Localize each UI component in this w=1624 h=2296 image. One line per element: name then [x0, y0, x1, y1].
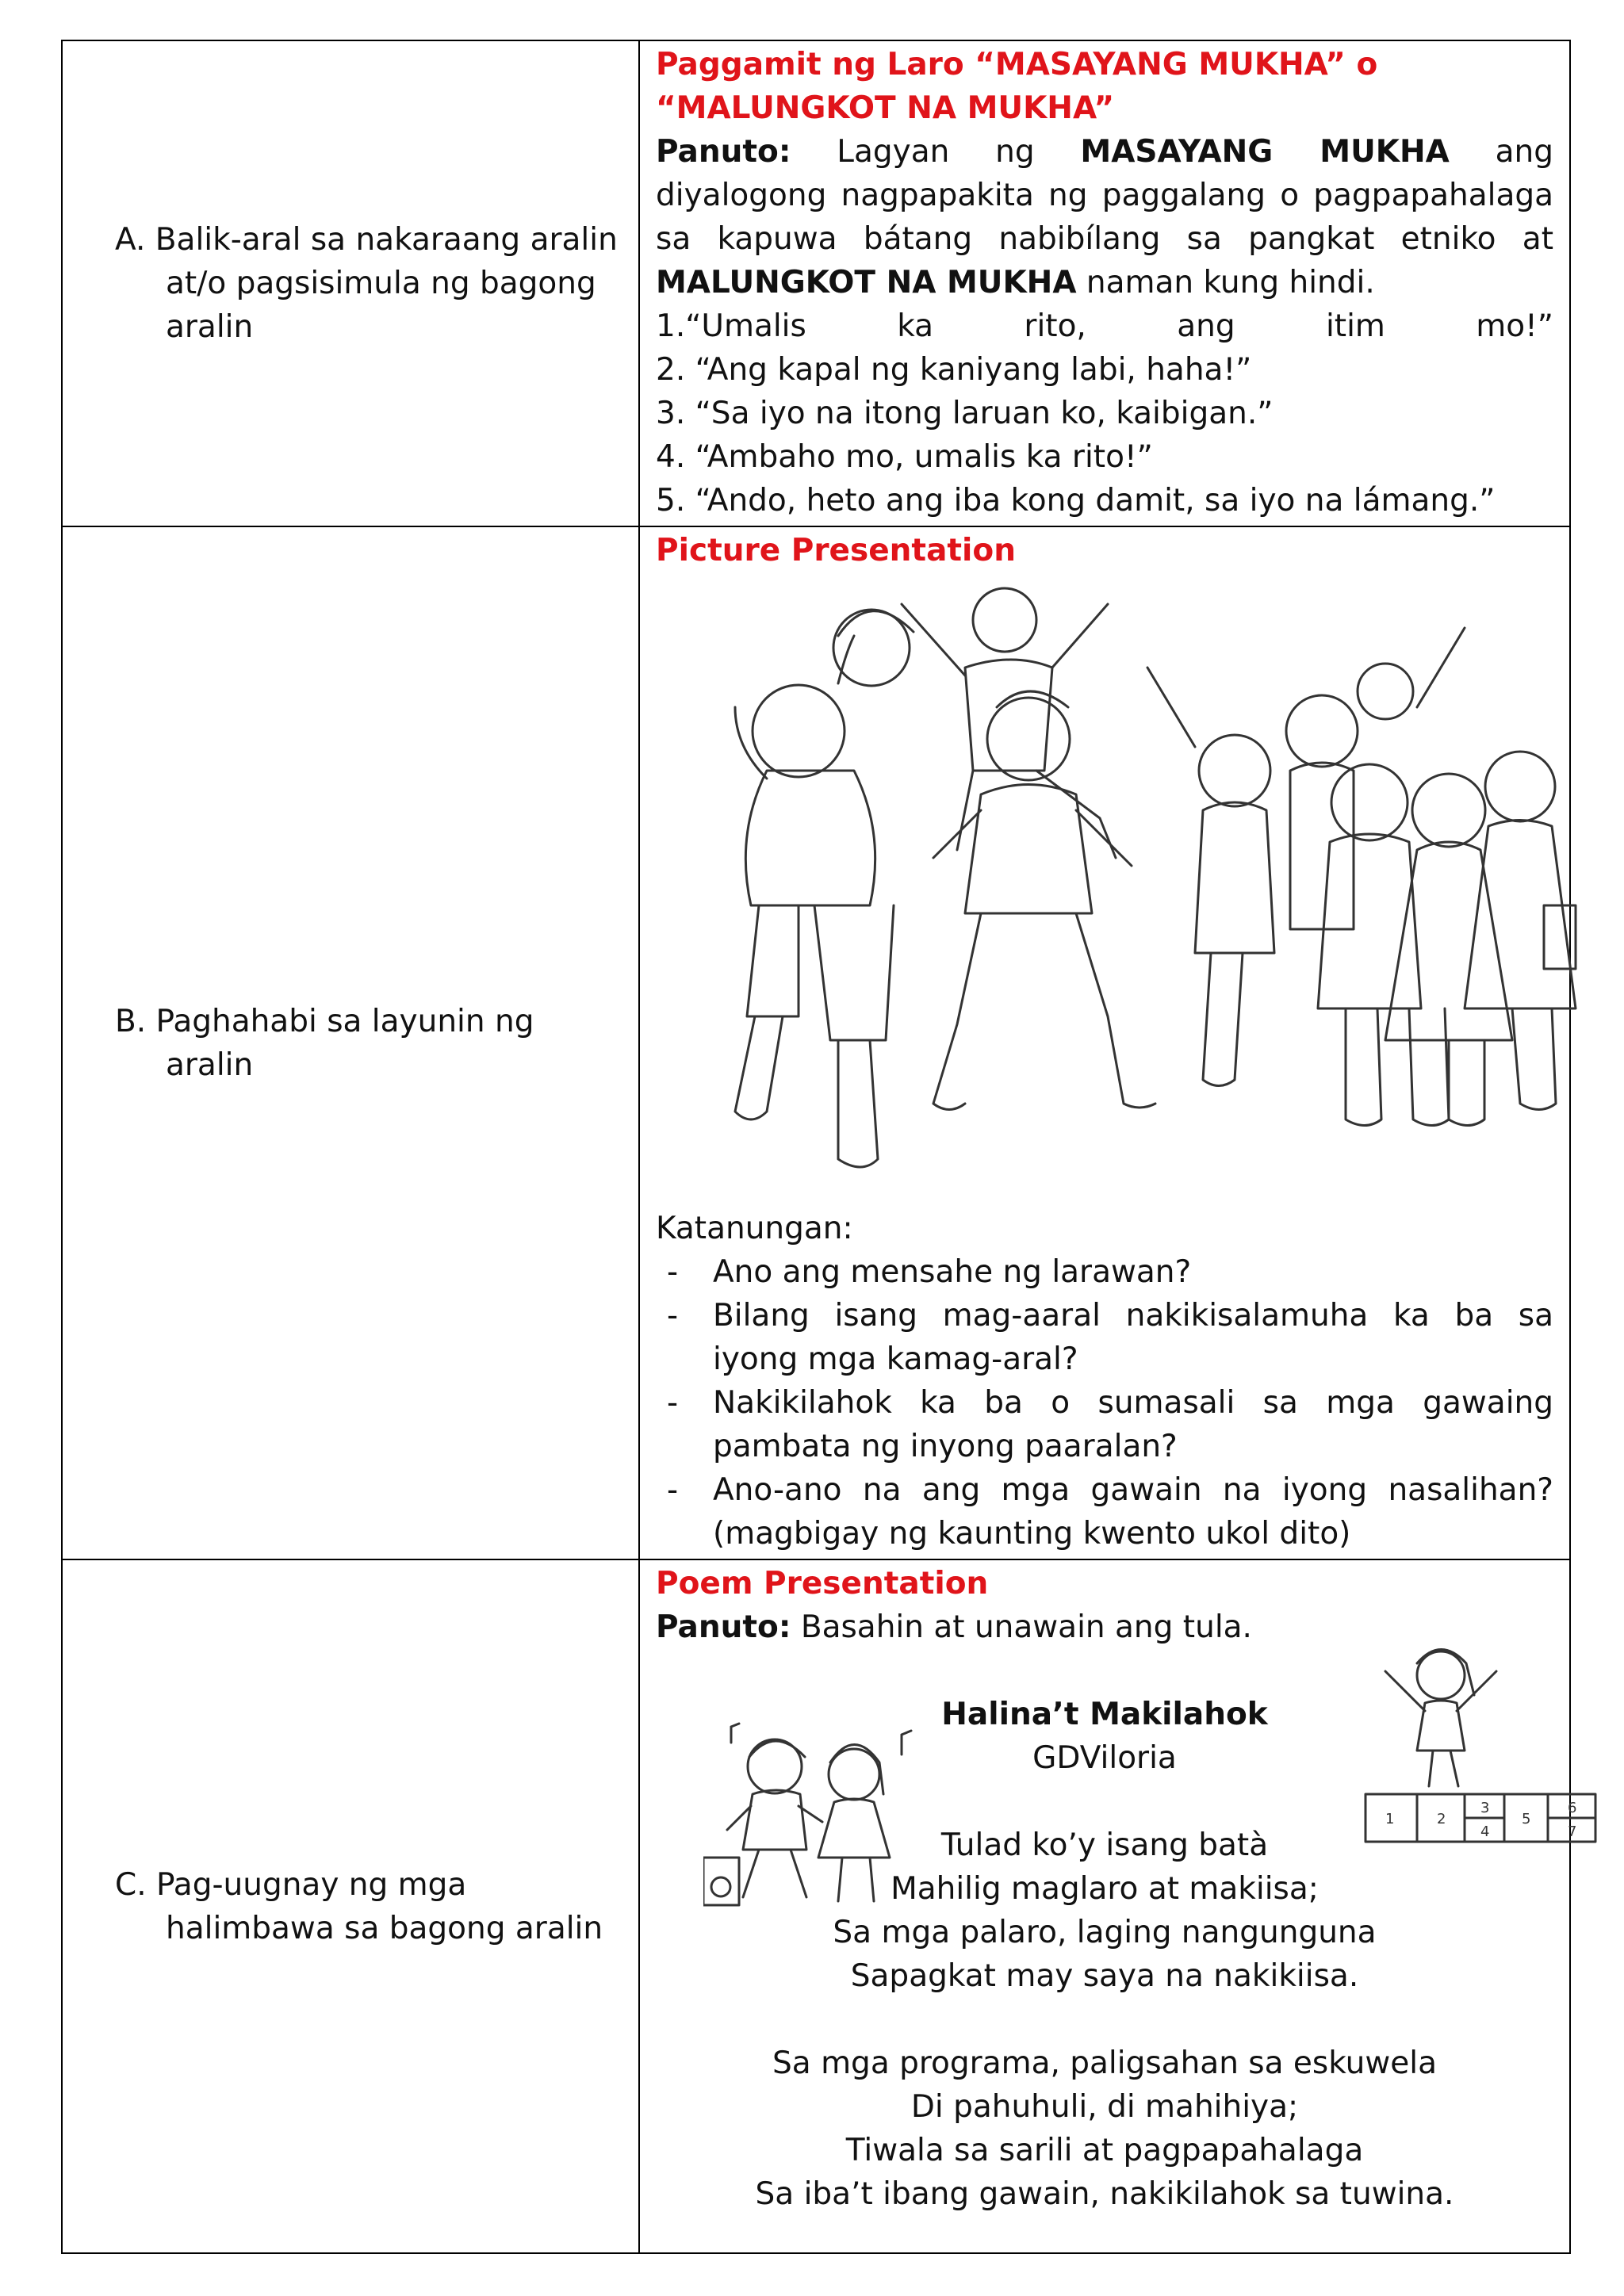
poem-line: Sa iba’t ibang gawain, nakikilahok sa tuwina. — [755, 2176, 1454, 2212]
row-c-heading: Poem Presentation — [656, 1566, 989, 1601]
dialogue-item-3: 3. “Sa iyo na itong laruan ko, kaibigan.” — [656, 396, 1274, 431]
panuto-text-1: Lagyan ng — [837, 134, 1035, 170]
poem-author: GDViloria — [1032, 1740, 1177, 1776]
poem-line: Di pahuhuli, di mahihiya; — [910, 2089, 1299, 2125]
hopscotch-number: 5 — [1522, 1811, 1531, 1827]
row-c-content-cell — [639, 1559, 1577, 2253]
dancing-kids-illustration — [703, 1719, 933, 1909]
item1-word: ka — [897, 308, 934, 344]
poem-title: Halina’t Makilahok — [941, 1697, 1268, 1732]
row-a-instructions — [656, 130, 1553, 304]
panuto-bold-2: MALUNGKOT NA MUKHA — [656, 265, 1077, 300]
hopscotch-number: 2 — [1437, 1811, 1446, 1827]
item1-word: ang — [1177, 308, 1235, 344]
row-b-label-cell — [62, 526, 639, 1559]
row-a-content-cell — [639, 40, 1570, 526]
children-playing-illustration — [656, 572, 1553, 1207]
question-item — [656, 1381, 1553, 1468]
row-b-heading: Picture Presentation — [656, 533, 1016, 568]
dialogue-item-5: 5. “Ando, heto ang iba kong damit, sa iyo na lámang.” — [656, 483, 1496, 519]
row-c-label-cell — [62, 1559, 639, 2253]
panuto-label: Panuto: — [656, 1609, 791, 1645]
panuto-text-3: naman kung hindi. — [1086, 265, 1375, 300]
panuto-bold-1: MASAYANG MUKHA — [1080, 134, 1450, 170]
row-a — [62, 40, 1570, 526]
question-text: Ano ang mensahe ng larawan? — [713, 1254, 1192, 1290]
row-b-content-cell — [639, 526, 1570, 1559]
row-a-heading: Paggamit ng Laro “MASAYANG MUKHA” o “MALUNGKOT NA MUKHA” — [656, 47, 1378, 126]
hopscotch-number: 4 — [1480, 1823, 1490, 1840]
hopscotch-number: 6 — [1568, 1800, 1577, 1816]
panuto-text: Basahin at unawain ang tula. — [800, 1609, 1252, 1645]
bullet-dash: - — [667, 1254, 679, 1290]
question-item — [656, 1294, 1553, 1381]
question-item — [656, 1250, 1553, 1294]
poem-line: Sapagkat may saya na nakikiisa. — [850, 1958, 1359, 1994]
poem-line: Tulad ko’y isang batà — [940, 1827, 1269, 1863]
poem-line: Sa mga programa, paligsahan sa eskuwela — [772, 2045, 1437, 2081]
question-text: Bilang isang mag-aaral nakikisalamuha ka ba sa iyong mga kamag-aral? — [713, 1298, 1553, 1377]
children-sketch-image — [656, 572, 1591, 1191]
row-c-label: C. Pag-uugnay ng mga halimbawa sa bagong aralin — [115, 1866, 603, 1946]
poem-line: Tiwala sa sarili at pagpapahalaga — [845, 2133, 1364, 2168]
hopscotch-number: 3 — [1480, 1800, 1490, 1816]
row-c — [62, 1559, 1570, 2253]
hopscotch-girl-illustration — [1362, 1640, 1599, 1854]
hopscotch-number: 1 — [1385, 1811, 1395, 1827]
bullet-dash: - — [667, 1472, 679, 1508]
question-item — [656, 1468, 1553, 1556]
item1-word: 1.“Umalis — [656, 308, 806, 344]
item1-word: itim — [1325, 308, 1385, 344]
item1-word: rito, — [1024, 308, 1086, 344]
bullet-dash: - — [667, 1298, 679, 1334]
row-a-label-cell — [62, 40, 639, 526]
panuto-text-2: ang diyalogong nagpapakita ng paggalang o pagpapahalaga sa kapuwa bátang nabibílang sa pangkat etniko at — [656, 134, 1553, 257]
dialogue-item-2: 2. “Ang kapal ng kaniyang labi, haha!” — [656, 352, 1252, 388]
lesson-plan-table — [61, 40, 1577, 2254]
dialogue-item-4: 4. “Ambaho mo, umalis ka rito!” — [656, 439, 1153, 475]
panuto-label: Panuto: — [656, 134, 791, 170]
katanungan-label: Katanungan: — [656, 1211, 853, 1246]
poem-line: Sa mga palaro, laging nangunguna — [833, 1915, 1377, 1950]
question-text: Ano-ano na ang mga gawain na iyong nasalihan? (magbigay ng kaunting kwento ukol dito) — [713, 1472, 1553, 1552]
poem-line: Mahilig maglaro at makiisa; — [891, 1871, 1319, 1907]
bullet-dash: - — [667, 1385, 679, 1421]
dialogue-item-1 — [656, 304, 1553, 348]
row-b — [62, 526, 1570, 1559]
row-b-label: B. Paghahabi sa layunin ng aralin — [115, 1003, 534, 1083]
item1-word: mo!” — [1476, 308, 1553, 344]
question-text: Nakikilahok ka ba o sumasali sa mga gawaing pambata ng inyong paaralan? — [713, 1385, 1553, 1464]
row-a-label: A. Balik-aral sa nakaraang aralin at/o pagsisimula ng bagong aralin — [115, 222, 618, 345]
hopscotch-number: 7 — [1568, 1823, 1577, 1840]
